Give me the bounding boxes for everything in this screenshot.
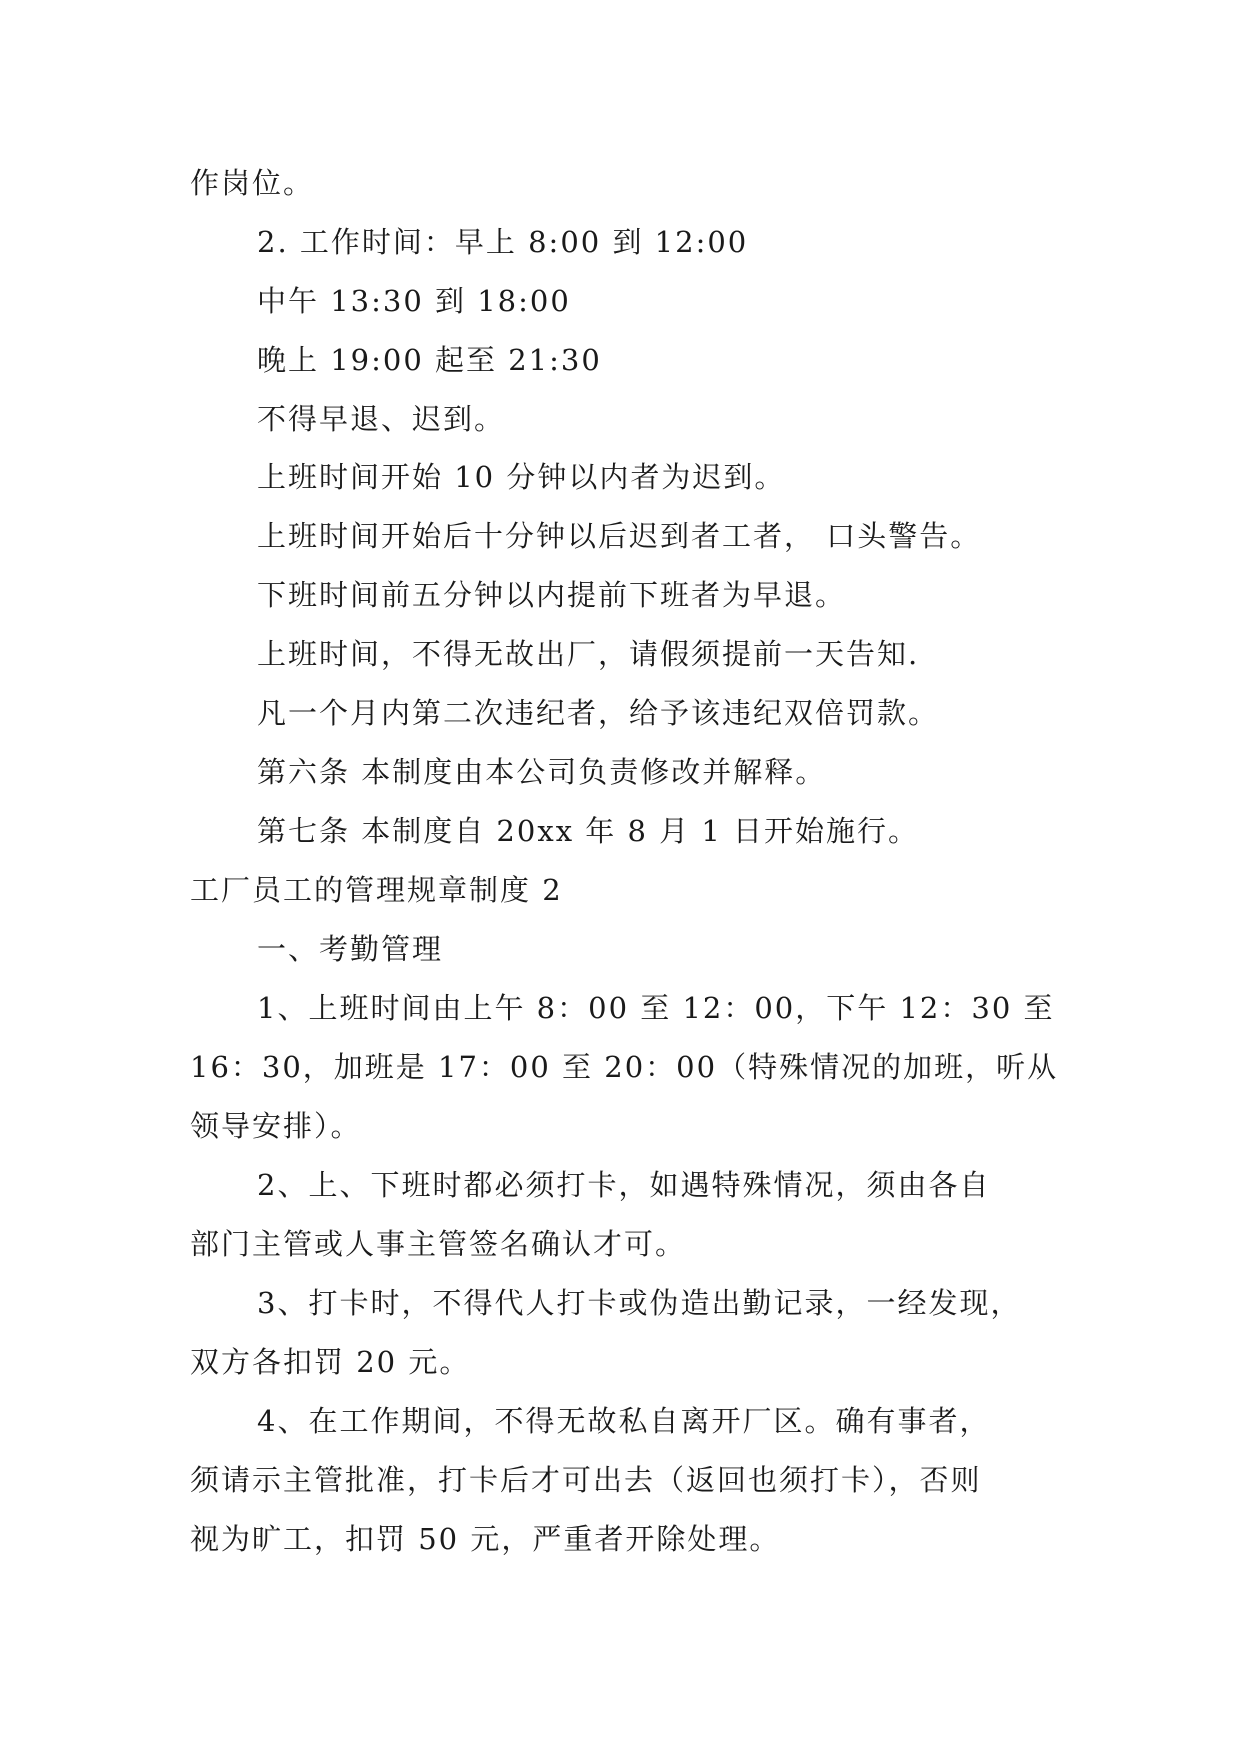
subsection-heading: 一、考勤管理 [257,932,444,966]
text-line: 3、打卡时，不得代人打卡或伪造出勤记录，一经发现， [257,1286,1022,1320]
text-line: 中午 13:30 到 18:00 [257,284,571,318]
text-line: 上班时间，不得无故出厂，请假须提前一天告知. [257,637,920,671]
text-line: 1、上班时间由上午 8：00 至 12：00，下午 12：30 至 [257,991,1055,1025]
text-line: 2、上、下班时都必须打卡，如遇特殊情况，须由各自 [257,1168,991,1202]
text-line: 部门主管或人事主管签名确认才可。 [190,1227,687,1261]
text-line: 下班时间前五分钟以内提前下班者为早退。 [257,578,847,612]
section-heading: 工厂员工的管理规章制度 2 [190,873,563,907]
text-line: 第六条 本制度由本公司负责修改并解释。 [257,755,827,789]
text-line: 不得早退、迟到。 [257,402,506,436]
text-line: 双方各扣罚 20 元。 [190,1345,471,1379]
text-line: 16：30，加班是 17：00 至 20：00（特殊情况的加班，听从 [190,1050,1059,1084]
text-line: 凡一个月内第二次违纪者，给予该违纪双倍罚款。 [257,696,940,730]
text-line: 须请示主管批准，打卡后才可出去（返回也须打卡），否则 [190,1463,982,1497]
text-line: 视为旷工，扣罚 50 元，严重者开除处理。 [190,1522,781,1556]
text-line: 上班时间开始后十分钟以后迟到者工者， 口头警告。 [257,519,982,553]
text-line: 晚上 19:00 起至 21:30 [257,343,602,377]
text-line: 2. 工作时间：早上 8:00 到 12:00 [257,225,749,259]
text-line: 第七条 本制度自 20xx 年 8 月 1 日开始施行。 [257,814,920,848]
text-line: 领导安排）。 [190,1109,362,1143]
text-line: 作岗位。 [190,166,315,200]
text-line: 上班时间开始 10 分钟以内者为迟到。 [257,460,786,494]
text-line: 4、在工作期间，不得无故私自离开厂区。确有事者， [257,1404,991,1438]
